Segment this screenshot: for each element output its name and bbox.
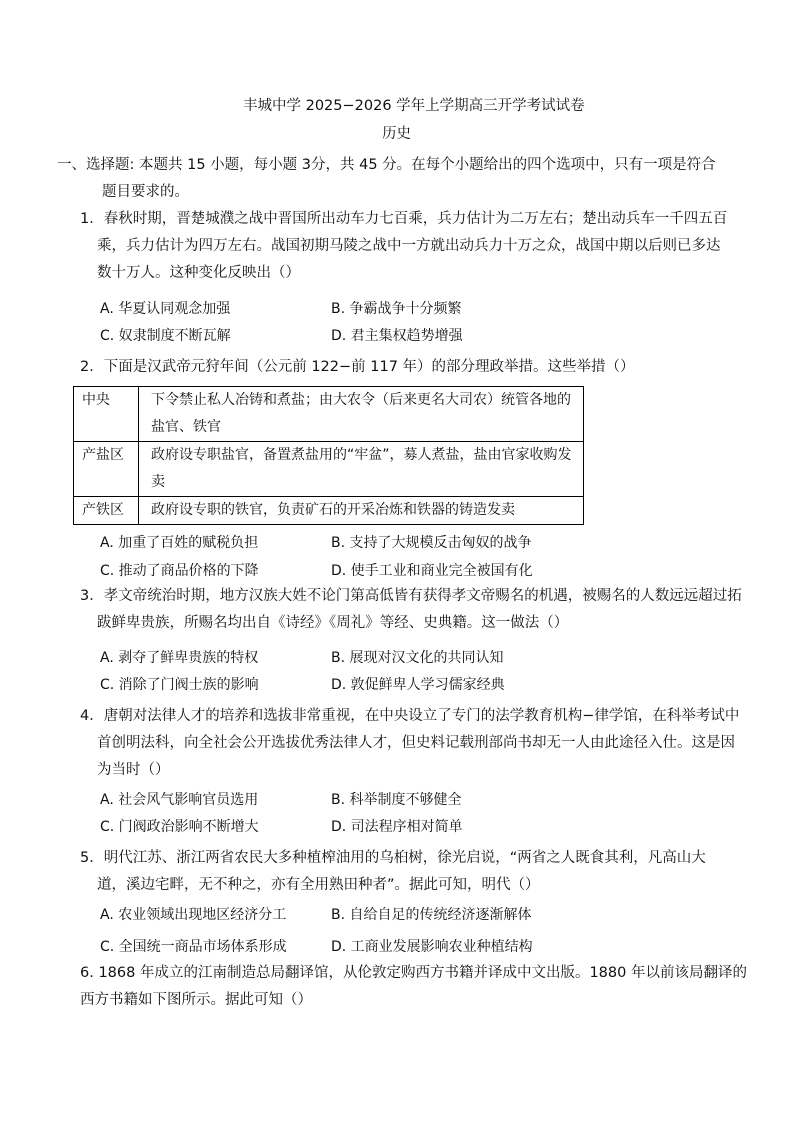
table-value: 政府设专职的铁官，负责矿石的开采冶炼和铁器的铸造发卖 bbox=[139, 497, 584, 525]
q4-option-c: C. 门阀政治影响不断增大 bbox=[100, 819, 259, 835]
q1-line2: 乘，兵力估计为四万左右。战国初期马陵之战中一方就出动兵力十万之众，战国中期以后则已多达 bbox=[97, 238, 721, 254]
q4-option-b: B. 科举制度不够健全 bbox=[331, 792, 462, 808]
q5-option-a: A. 农业领域出现地区经济分工 bbox=[100, 907, 287, 923]
q2-option-b: B. 支持了大规模反击匈奴的战争 bbox=[331, 535, 532, 551]
table-row bbox=[74, 497, 584, 525]
q3-option-a: A. 剥夺了鲜卑贵族的特权 bbox=[100, 650, 259, 666]
q3-option-c: C. 消除了门阀士族的影响 bbox=[100, 677, 259, 693]
q6-line1: 6. 1868 年成立的江南制造总局翻译馆，从伦敦定购西方书籍并译成中文出版。1880 年以前该局翻译的 bbox=[80, 965, 747, 981]
q4-option-a: A. 社会风气影响官员选用 bbox=[100, 792, 259, 808]
q6-line2: 西方书籍如下图所示。据此可知（） bbox=[80, 992, 312, 1008]
q1-option-a: A. 华夏认同观念加强 bbox=[100, 301, 231, 317]
section-instructions-line2: 题目要求的。 bbox=[102, 184, 189, 200]
section-instructions-line1: 一、选择题: 本题共 15 小题，每小题 3分，共 45 分。在每个小题给出的四个选项中，只有一项是符合 bbox=[57, 157, 716, 173]
q2-policy-table bbox=[73, 386, 584, 525]
q2-option-a: A. 加重了百姓的赋税负担 bbox=[100, 535, 259, 551]
q1-option-b: B. 争霸战争十分频繁 bbox=[331, 301, 462, 317]
q3-line1: 3．孝文帝统治时期，地方汉族大姓不论门第高低皆有获得孝文帝赐名的机遇，被赐名的人数远远超过拓 bbox=[80, 588, 742, 604]
q2-line1: 2．下面是汉武帝元狩年间（公元前 122−前 117 年）的部分理政举措。这些举措（） bbox=[80, 359, 635, 375]
q4-line3: 为当时（） bbox=[97, 762, 170, 778]
table-key: 产铁区 bbox=[74, 497, 139, 525]
q3-line2: 跋鲜卑贵族，所赐名均出自《诗经》《周礼》等经、史典籍。这一做法（） bbox=[97, 615, 569, 631]
q4-line1: 4．唐朝对法律人才的培养和选拔非常重视，在中央设立了专门的法学教育机构−律学馆，在科举考试中 bbox=[80, 708, 740, 724]
q5-option-c: C. 全国统一商品市场体系形成 bbox=[100, 939, 287, 955]
table-value: 下令禁止私人冶铸和煮盐；由大农令（后来更名大司农）统管各地的盐官、铁官 bbox=[139, 387, 584, 442]
q1-option-c: C. 奴隶制度不断瓦解 bbox=[100, 328, 231, 344]
q2-option-c: C. 推动了商品价格的下降 bbox=[100, 563, 259, 579]
subject-title: 历史 bbox=[382, 126, 411, 142]
q5-line2: 道，溪边宅畔，无不种之，亦有全用熟田种者”。据此可知，明代（） bbox=[97, 877, 540, 893]
table-row bbox=[74, 387, 584, 442]
q3-option-b: B. 展现对汉文化的共同认知 bbox=[331, 650, 504, 666]
q4-option-d: D. 司法程序相对简单 bbox=[331, 819, 463, 835]
table-key: 产盐区 bbox=[74, 442, 139, 497]
q5-option-d: D. 工商业发展影响农业种植结构 bbox=[331, 939, 533, 955]
q2-option-d: D. 使手工业和商业完全被国有化 bbox=[331, 563, 533, 579]
q4-line2: 首创明法科，向全社会公开选拔优秀法律人才，但史料记载刑部尚书却无一人由此途径入仕。这是因 bbox=[97, 735, 735, 751]
q5-option-b: B. 自给自足的传统经济逐渐解体 bbox=[331, 907, 532, 923]
exam-title: 丰城中学 2025−2026 学年上学期高三开学考试试卷 bbox=[243, 98, 585, 114]
table-row bbox=[74, 442, 584, 497]
table-key: 中央 bbox=[74, 387, 139, 442]
q5-line1: 5．明代江苏、浙江两省农民大多种植榨油用的乌桕树，徐光启说，“两省之人既食其利，凡高山大 bbox=[80, 850, 706, 866]
q1-option-d: D. 君主集权趋势增强 bbox=[331, 328, 463, 344]
table-value: 政府设专职盐官，备置煮盐用的“牢盆”，募人煮盐，盐由官家收购发卖 bbox=[139, 442, 584, 497]
q1-line1: 1．春秋时期，晋楚城濮之战中晋国所出动车力七百乘，兵力估计为二万左右；楚出动兵车一千四五百 bbox=[80, 211, 728, 227]
q3-option-d: D. 敦促鲜卑人学习儒家经典 bbox=[331, 677, 505, 693]
q1-line3: 数十万人。这种变化反映出（） bbox=[97, 265, 300, 281]
